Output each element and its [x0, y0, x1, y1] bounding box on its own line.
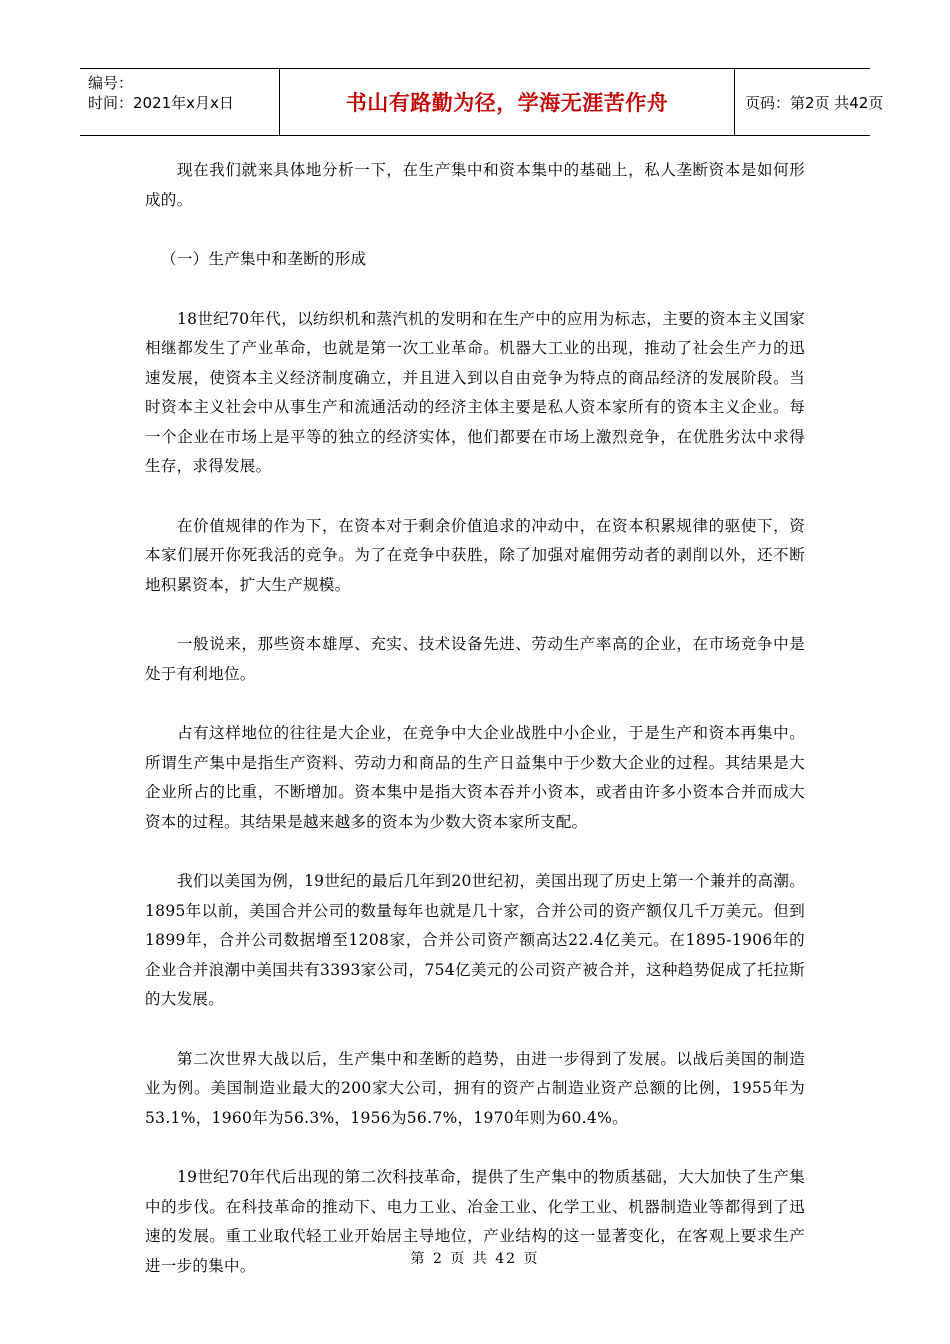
header-page-cell — [735, 69, 884, 135]
paragraph-intro: 现在我们就来具体地分析一下，在生产集中和资本集中的基础上，私人垄断资本是如何形成的。 — [145, 161, 805, 209]
time-label: 时间：2021年x月x日 — [88, 94, 234, 112]
header-meta-cell — [80, 69, 280, 135]
page-header — [80, 68, 884, 136]
document-body — [145, 156, 805, 1311]
paragraph: 在价值规律的作为下，在资本对于剩余价值追求的冲动中，在资本积累规律的驱使下，资本家们展开你死我活的竞争。为了在竞争中获胜，除了加强对雇佣劳动者的剥削以外，还不断地积累资本，扩大生产规模。 — [145, 516, 805, 594]
page-code: 页码：第2页 共42页 — [745, 93, 884, 112]
motto-text: 书山有路勤为径，学海无涯苦作舟 — [345, 91, 669, 115]
page-footer: 第 2 页 共 42 页 — [410, 1251, 540, 1267]
paragraph: 第二次世界大战以后，生产集中和垄断的趋势，由进一步得到了发展。以战后美国的制造业为例。美国制造业最大的200家大公司，拥有的资产占制造业资产总额的比例，1955年为53.1%，1960年为56.3%，1956为56.7%，1970年则为60.4%。 — [145, 1049, 805, 1127]
section-heading: （一）生产集中和垄断的形成 — [161, 250, 367, 268]
paragraph: 19世纪70年代后出现的第二次科技革命，提供了生产集中的物质基础，大大加快了生产集中的步伐。在科技革命的推动下、电力工业、冶金工业、化学工业、机器制造业等都得到了迅速的发展。重工业取代轻工业开始居主导地位，产业结构的这一显著变化，在客观上要求生产进一步的集中。 — [145, 1168, 805, 1275]
paragraph: 占有这样地位的往往是大企业，在竞争中大企业战胜中小企业，于是生产和资本再集中。所谓生产集中是指生产资料、劳动力和商品的生产日益集中于少数大企业的过程。其结果是大企业所占的比重，不断增加。资本集中是指大资本吞并小资本，或者由许多小资本合并而成大资本的过程。其结果是越来越多的资本为少数大资本家所支配。 — [145, 724, 805, 831]
paragraph: 我们以美国为例，19世纪的最后几年到20世纪初，美国出现了历史上第一个兼并的高潮。1895年以前，美国合并公司的数量每年也就是几十家，合并公司的资产额仅几千万美元。但到1899年，合并公司数据增至1208家，合并公司资产额高达22.4亿美元。在1895-1906年的企业合并浪潮中美国共有3393家公司，754亿美元的公司资产被合并，这种趋势促成了托拉斯的大发展。 — [145, 872, 805, 1008]
header-motto-cell — [280, 69, 735, 135]
doc-number-label: 编号： — [88, 74, 134, 92]
paragraph: 18世纪70年代，以纺织机和蒸汽机的发明和在生产中的应用为标志，主要的资本主义国家相继都发生了产业革命，也就是第一次工业革命。机器大工业的出现，推动了社会生产力的迅速发展，使资本主义经济制度确立，并且进入到以自由竞争为特点的商品经济的发展阶段。当时资本主义社会中从事生产和流通活动的经济主体主要是私人资本家所有的资本主义企业。每一个企业在市场上是平等的独立的经济实体，他们都要在市场上激烈竞争，在优胜劣汰中求得生存，求得发展。 — [145, 309, 805, 475]
paragraph: 一般说来，那些资本雄厚、充实、技术设备先进、劳动生产率高的企业，在市场竞争中是处于有利地位。 — [145, 635, 805, 683]
